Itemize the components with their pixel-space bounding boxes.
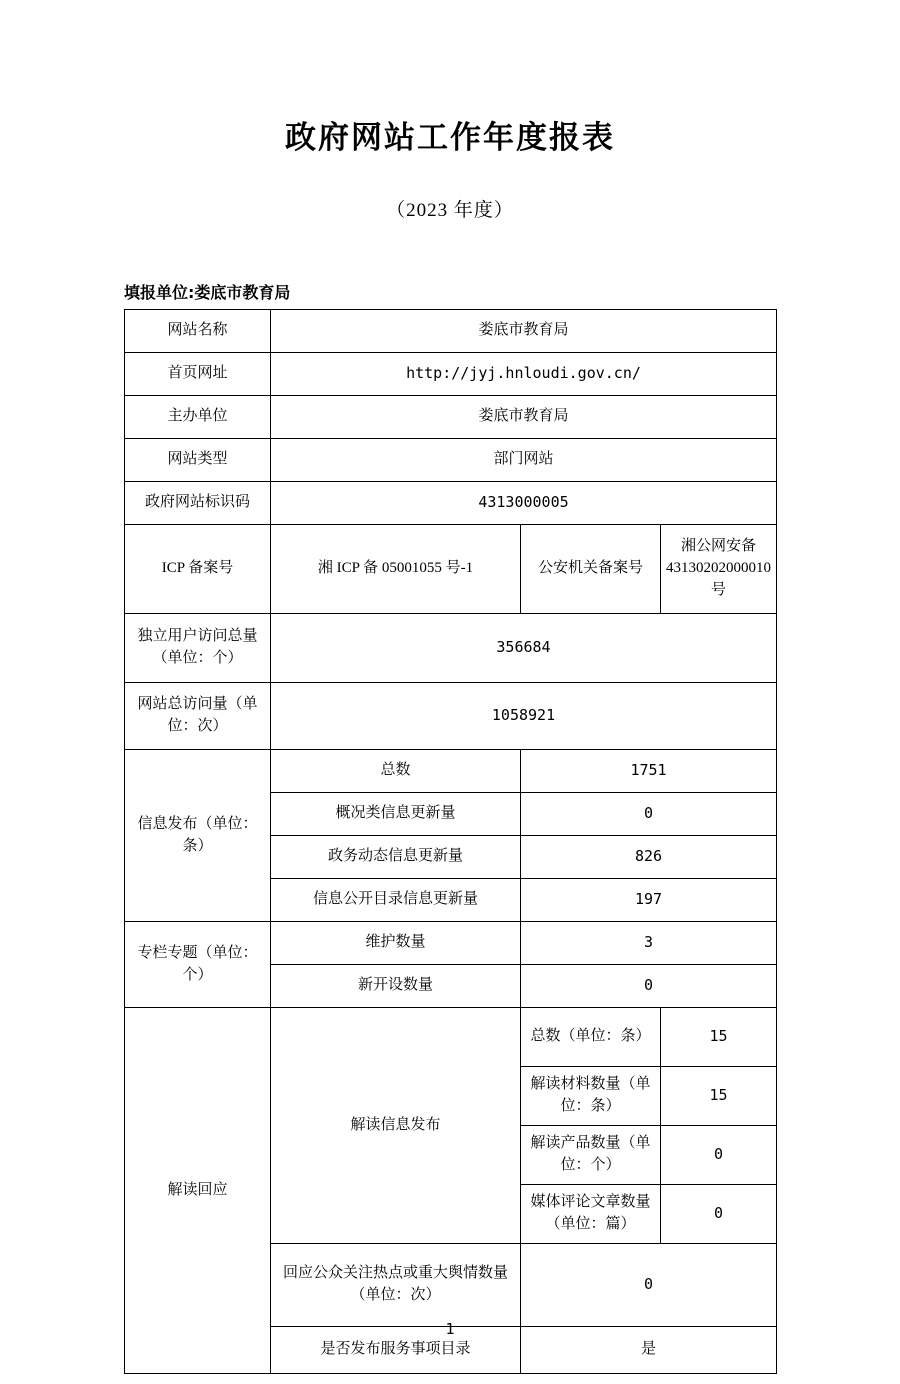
- interpretation-item-name: 媒体评论文章数量（单位：篇）: [521, 1185, 661, 1244]
- special-column-item-value: 0: [521, 965, 777, 1008]
- site-name-value: 娄底市教育局: [271, 310, 777, 353]
- special-column-label: 专栏专题（单位：个）: [125, 922, 271, 1008]
- interpretation-item-name: 解读产品数量（单位：个）: [521, 1126, 661, 1185]
- interpretation-item-name: 解读材料数量（单位：条）: [521, 1067, 661, 1126]
- unique-visitors-label: 独立用户访问总量（单位：个）: [125, 614, 271, 683]
- police-record-value: 湘公网安备 43130202000010 号: [661, 525, 777, 614]
- table-row: [125, 439, 777, 482]
- table-row: [125, 353, 777, 396]
- info-publish-item-value: 197: [521, 879, 777, 922]
- site-type-value: 部门网站: [271, 439, 777, 482]
- site-name-label: 网站名称: [125, 310, 271, 353]
- hotspot-response-label: 回应公众关注热点或重大舆情数量（单位：次）: [271, 1244, 521, 1327]
- interpretation-publish-label: 解读信息发布: [271, 1008, 521, 1244]
- info-publish-item-name: 总数: [271, 750, 521, 793]
- homepage-value: http://jyj.hnloudi.gov.cn/: [271, 353, 777, 396]
- site-type-label: 网站类型: [125, 439, 271, 482]
- info-publish-item-name: 信息公开目录信息更新量: [271, 879, 521, 922]
- service-catalog-label: 是否发布服务事项目录: [271, 1327, 521, 1374]
- total-visits-label: 网站总访问量（单位：次）: [125, 683, 271, 750]
- info-publish-item-name: 政务动态信息更新量: [271, 836, 521, 879]
- table-row: [125, 750, 777, 793]
- homepage-label: 首页网址: [125, 353, 271, 396]
- document-page: [0, 112, 900, 1384]
- table-row: [125, 614, 777, 683]
- hotspot-response-value: 0: [521, 1244, 777, 1327]
- interpretation-item-value: 15: [661, 1008, 777, 1067]
- special-column-item-name: 新开设数量: [271, 965, 521, 1008]
- table-row: [125, 683, 777, 750]
- filler-unit-label: 填报单位:娄底市教育局: [124, 283, 291, 302]
- table-row: [125, 396, 777, 439]
- special-column-item-value: 3: [521, 922, 777, 965]
- site-code-label: 政府网站标识码: [125, 482, 271, 525]
- total-visits-value: 1058921: [271, 683, 777, 750]
- icp-label: ICP 备案号: [125, 525, 271, 614]
- table-row: [125, 482, 777, 525]
- interpretation-item-name: 总数（单位：条）: [521, 1008, 661, 1067]
- icp-value: 湘 ICP 备 05001055 号-1: [271, 525, 521, 614]
- site-code-value: 4313000005: [271, 482, 777, 525]
- page-title: 政府网站工作年度报表: [285, 120, 615, 156]
- interpretation-item-value: 0: [661, 1185, 777, 1244]
- interpretation-item-value: 0: [661, 1126, 777, 1185]
- table-row: [125, 310, 777, 353]
- page-subtitle: （2023 年度）: [386, 200, 514, 221]
- sponsor-value: 娄底市教育局: [271, 396, 777, 439]
- police-record-label: 公安机关备案号: [521, 525, 661, 614]
- service-catalog-value: 是: [521, 1327, 777, 1374]
- table-row: [125, 922, 777, 965]
- info-publish-item-value: 826: [521, 836, 777, 879]
- annual-report-table: [124, 309, 777, 1374]
- info-publish-item-value: 0: [521, 793, 777, 836]
- info-publish-item-value: 1751: [521, 750, 777, 793]
- sponsor-label: 主办单位: [125, 396, 271, 439]
- interpretation-item-value: 15: [661, 1067, 777, 1126]
- info-publish-item-name: 概况类信息更新量: [271, 793, 521, 836]
- info-publish-label: 信息发布（单位：条）: [125, 750, 271, 922]
- unique-visitors-value: 356684: [271, 614, 777, 683]
- table-row: [125, 525, 777, 614]
- page-number: 1: [445, 1320, 455, 1338]
- table-row: [125, 1008, 777, 1067]
- interpretation-label: 解读回应: [125, 1008, 271, 1374]
- special-column-item-name: 维护数量: [271, 922, 521, 965]
